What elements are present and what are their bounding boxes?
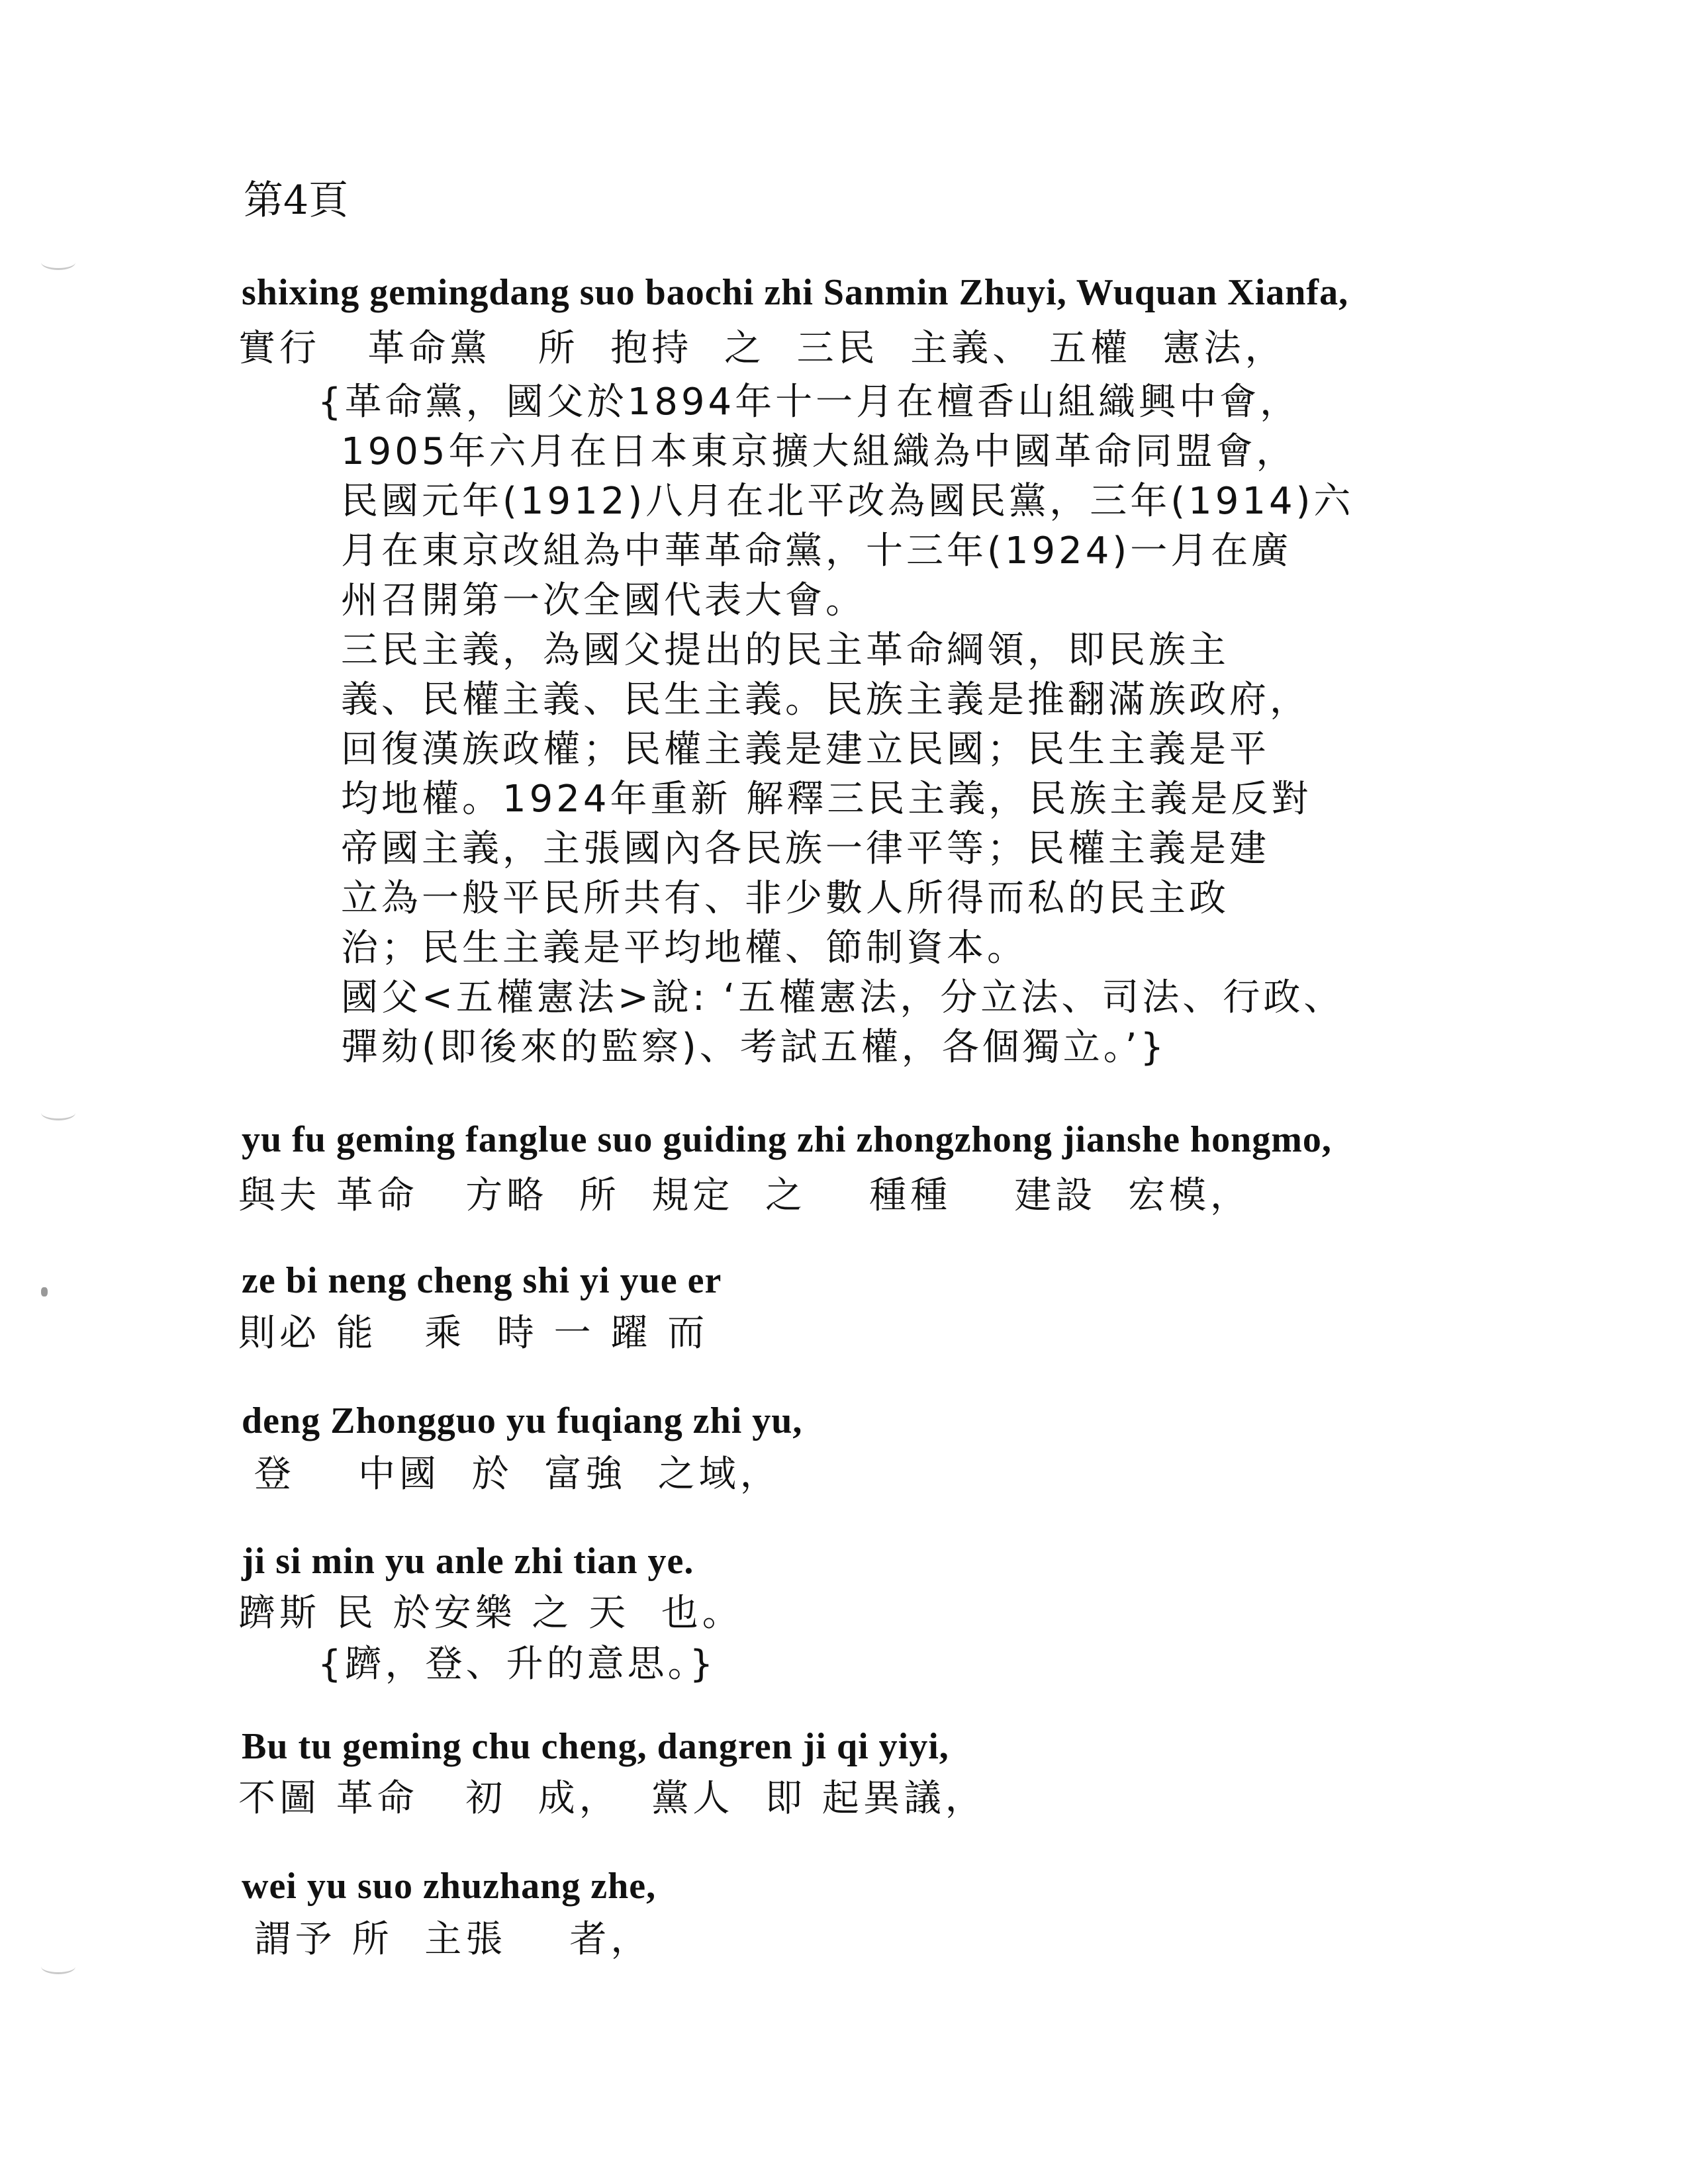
pinyin-line: Bu tu geming chu cheng, dangren ji qi yiyi, xyxy=(242,1726,949,1767)
annotation-line: 立為一般平民所共有、非少數人所得而私的民主政 xyxy=(341,877,1229,920)
annotation-line: 三民主義，為國父提出的民主革命綱領，即民族主 xyxy=(341,629,1229,672)
hanzi-line: 登 中國 於 富強 之域， xyxy=(238,1453,781,1496)
annotation-line: 義、民權主義、民生主義。民族主義是推翻滿族政府， xyxy=(341,678,1310,721)
hanzi-line: 不圖 革命 初 成， 黨人 即 起異議， xyxy=(238,1777,986,1820)
hanzi-line: 實行 革命黨 所 抱持 之 三民 主義、 五權 憲法， xyxy=(238,327,1286,370)
annotation-line: {革命黨，國父於1894年十一月在檀香山組織興中會， xyxy=(318,381,1301,424)
hanzi-line: 則必 能 乘 時 一 躍 而 xyxy=(238,1312,709,1355)
annotation-line: 均地權。1924年重新 解釋三民主義，民族主義是反對 xyxy=(341,778,1312,821)
annotation-line: 國父<五權憲法>說: ‘五權憲法，分立法、司法、行政、 xyxy=(341,976,1344,1019)
hanzi-line: 躋斯 民 於安樂 之 天 也。 xyxy=(238,1592,743,1635)
pinyin-line: shixing gemingdang suo baochi zhi Sanmin Zhuyi, Wuquan Xianfa, xyxy=(242,272,1349,313)
annotation-line: 月在東京改組為中華革命黨，十三年(1924)一月在廣 xyxy=(341,529,1292,572)
pinyin-line: wei yu suo zhuzhang zhe, xyxy=(242,1866,657,1907)
binder-hole-mark xyxy=(41,255,75,270)
pinyin-line: deng Zhongguo yu fuqiang zhi yu, xyxy=(242,1400,803,1441)
annotation-line: 治；民生主義是平均地權、節制資本。 xyxy=(341,927,1027,970)
annotation-line: 回復漢族政權；民權主義是建立民國；民生主義是平 xyxy=(341,728,1270,771)
annotation-line: 州召開第一次全國代表大會。 xyxy=(341,579,866,622)
annotation-line: 彈劾(即後來的監察)、考試五權，各個獨立。’} xyxy=(341,1026,1168,1069)
page-label: 第4頁 xyxy=(244,177,349,224)
hanzi-line: 與夫 革命 方略 所 規定 之 種種 建設 宏模， xyxy=(238,1174,1252,1217)
annotation-line: 民國元年(1912)八月在北平改為國民黨，三年(1914)六 xyxy=(341,480,1354,523)
pinyin-line: yu fu geming fanglue suo guiding zhi zhongzhong jianshe hongmo, xyxy=(242,1119,1332,1160)
pinyin-line: ze bi neng cheng shi yi yue er xyxy=(242,1260,722,1301)
scan-speck xyxy=(41,1287,48,1297)
binder-hole-mark xyxy=(41,1959,75,1974)
pinyin-line: ji si min yu anle zhi tian ye. xyxy=(242,1541,694,1582)
annotation-line: {躋，登、升的意思。} xyxy=(318,1643,717,1686)
annotation-line: 1905年六月在日本東京擴大組織為中國革命同盟會， xyxy=(341,430,1297,473)
binder-hole-mark xyxy=(41,1105,75,1120)
hanzi-line: 謂予 所 主張 者， xyxy=(238,1918,652,1961)
annotation-line: 帝國主義，主張國內各民族一律平等；民權主義是建 xyxy=(341,827,1270,870)
